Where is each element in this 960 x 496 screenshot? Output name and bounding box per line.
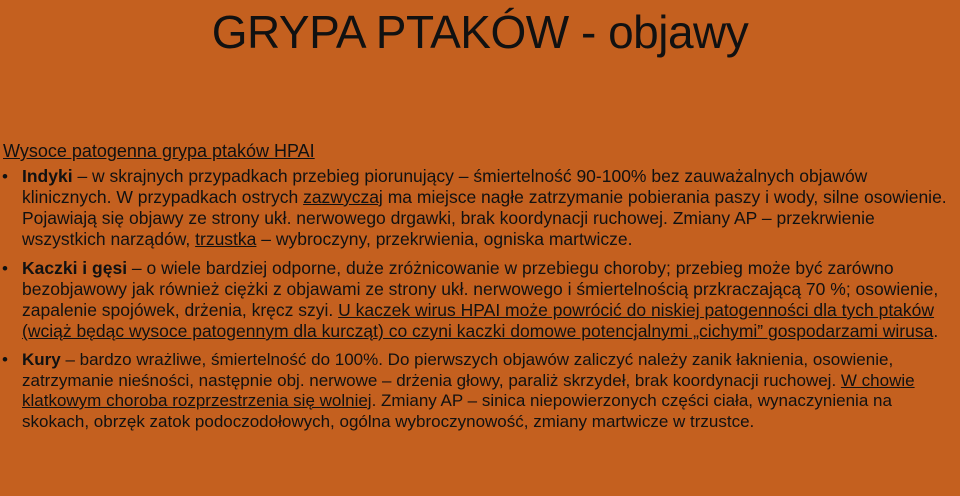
bullet-text: w skrajnych przypadkach przebieg piorunujący – śmiertelność 90-100% bez zauważalnych objawów klinicznych. W przypadkach ostrych (22, 166, 868, 207)
bullet-text: . Zmiany AP – sinica niepowierzonych części ciała, wynaczynienia na skokach, obrzęk zatok podoczodołowych, ogólna wybroczynowość, zmiany martwicze w trzustce. (22, 391, 892, 431)
underlined-statement: W chowie klatkowym choroba rozprzestrzenia się wolniej (22, 370, 915, 410)
underlined-term: trzustka (195, 229, 257, 249)
bullet-sep: – (72, 166, 93, 186)
bullet-dot-icon: • (2, 259, 8, 278)
bullet-sep: – (127, 258, 147, 278)
slide-title: GRYPA PTAKÓW - objawy (211, 6, 749, 58)
bullet-text: – wybroczyny, przekrwienia, ogniska martwicze. (256, 229, 633, 249)
bullet-lead: Indyki (22, 166, 73, 186)
bullet-lead: Kaczki i gęsi (22, 258, 128, 278)
bullet-turkeys (0, 166, 958, 250)
bullet-text: bardzo wrażliwe, śmiertelność do 100%. Do pierwszych objawów zaliczyć należy zanik łaknienia, osowienie, zatrzymanie nieśności, następnie obj. nerwowe – drżenia głowy, paraliż skrzydeł, brak koordynacji ruchowej. (22, 350, 894, 390)
underlined-term: zazwyczaj (303, 187, 383, 207)
bullet-dot-icon: • (2, 167, 8, 186)
bullet-lead: Kury (22, 350, 61, 369)
bullet-chickens (0, 350, 958, 432)
bullet-ducks-geese (0, 258, 958, 342)
bullet-list (0, 166, 958, 440)
section-subtitle: Wysoce patogenna grypa ptaków HPAI (3, 141, 315, 161)
underlined-statement: U kaczek wirus HPAI może powrócić do niskiej patogenności dla tych ptaków (wciąż będąc wysoce patogennym dla kurcząt) co czyni kaczki domowe potencjalnymi „cichymi” gospodarzami wirusa (22, 300, 935, 341)
bullet-text: ma miejsce nagłe zatrzymanie pobierania paszy i wody, silne osowienie. Pojawiają się objawy ze strony ukł. nerwowego drgawki, brak koordynacji ruchowej. Zmiany AP – przekrwienie wszystkich narządów, (22, 187, 947, 249)
bullet-text: . (933, 321, 939, 341)
bullet-sep: – (60, 350, 80, 369)
bullet-text: o wiele bardziej odporne, duże zróżnicowanie w przebiegu choroby; przebieg może być zarówno bezobjawowy jak również ciężki z objawami ze strony ukł. nerwowego i śmiertelnością przkraczającą 70 %; osowienie, zapalenie spojówek, drżenia, kręcz szyi. (22, 258, 939, 320)
bullet-dot-icon: • (2, 350, 8, 369)
